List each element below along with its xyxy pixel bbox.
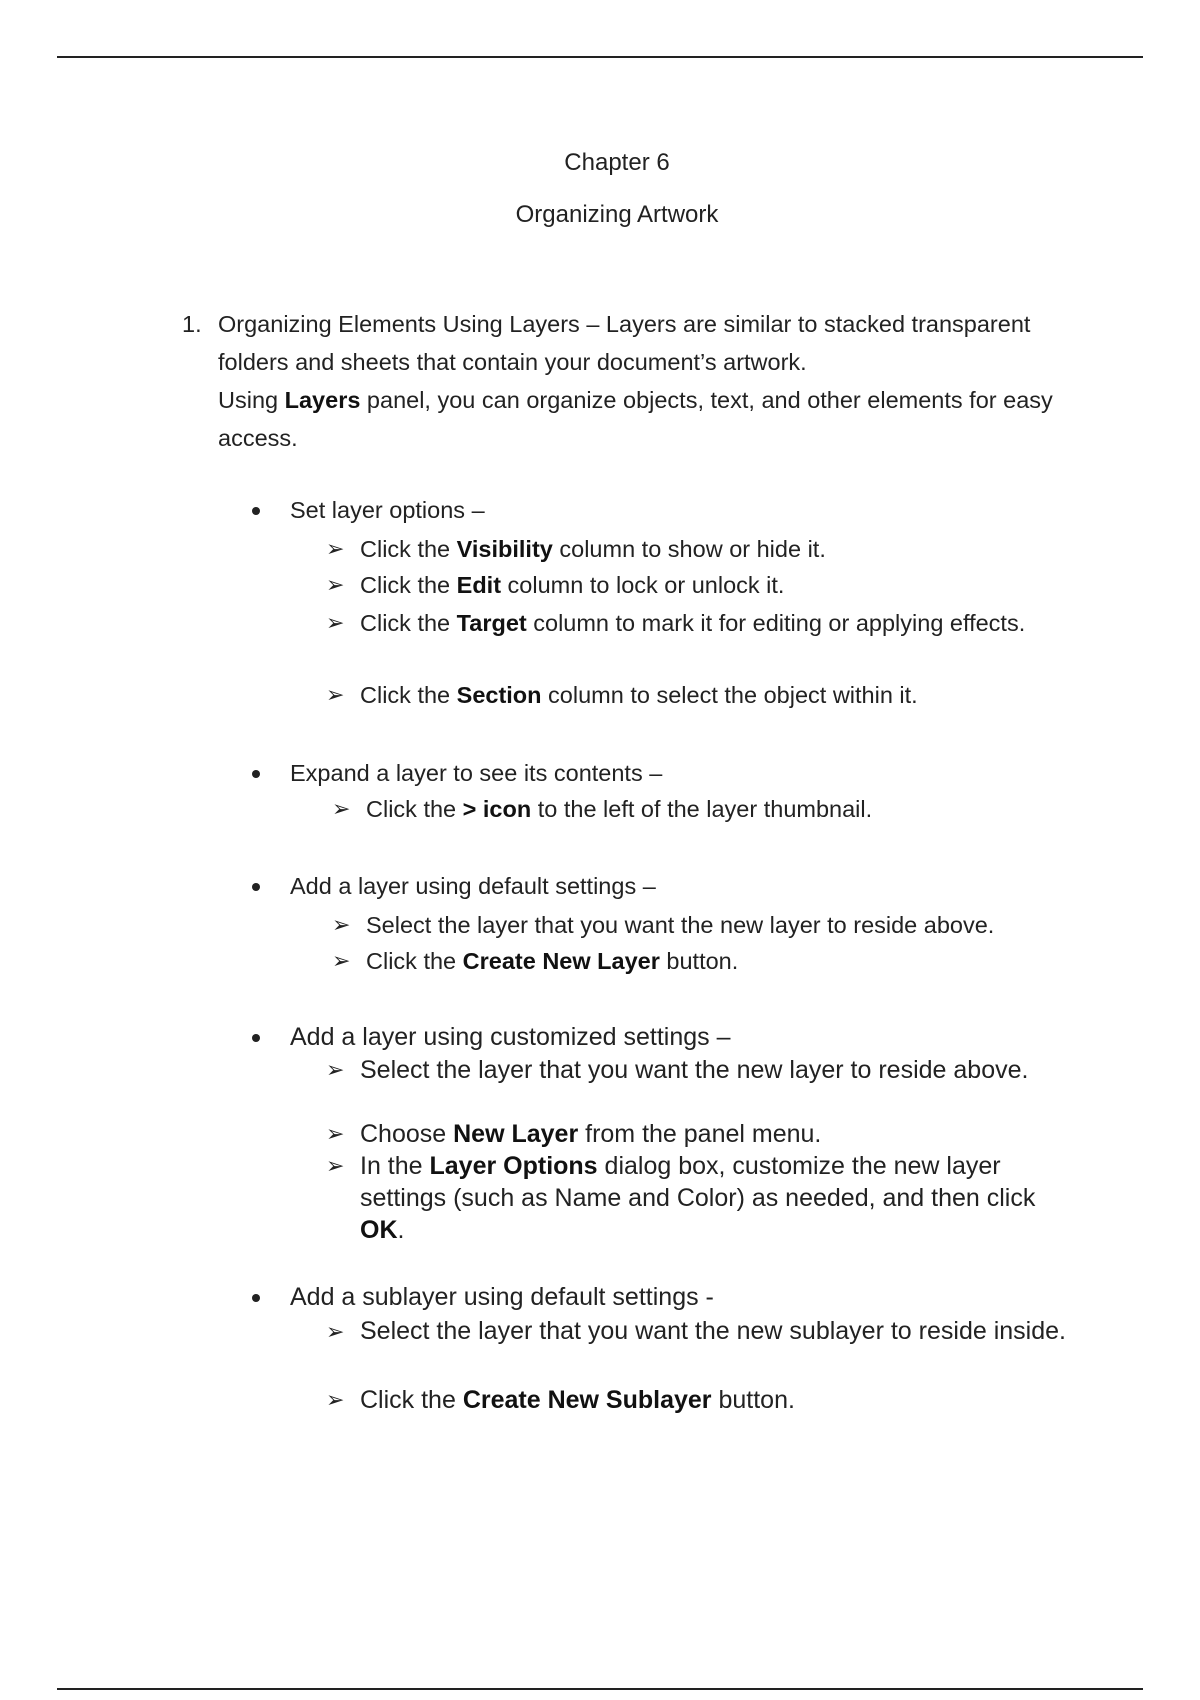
bullet-icon (252, 1034, 260, 1042)
footer-rule (57, 1688, 1143, 1690)
list-item: ➢ Click the Target column to mark it for editing or applying effects. (326, 606, 1046, 640)
list-item: ➢ Click the Edit column to lock or unlock it. (326, 568, 1046, 602)
list-item: ➢ Click the Create New Layer button. (332, 944, 1052, 978)
bullet-icon (252, 1294, 260, 1302)
arrow-bullet-icon: ➢ (332, 948, 351, 973)
arrow-bullet-icon: ➢ (326, 572, 345, 597)
arrow-bullet-icon: ➢ (332, 796, 351, 821)
chapter-title: Organizing Artwork (515, 201, 719, 228)
arrow-bullet-icon: ➢ (326, 536, 345, 561)
section-number: 1. (182, 311, 202, 337)
list-item: ➢ Click the Section column to select the object within it. (326, 678, 1046, 712)
section-intro: Organizing Elements Using Layers – Layers are similar to stacked transparent folders and sheets that contain your document’s artwork. Using Layers panel, you can organize objects, text, and other elements for easy access. (218, 311, 1053, 451)
list-item: ➢ Select the layer that you want the new layer to reside above. (332, 908, 1112, 942)
bullet-icon (252, 883, 260, 891)
list-item: ➢ In the Layer Options dialog box, customize the new layer settings (such as Name and Color) as needed, and then click OK. (326, 1152, 1036, 1244)
arrow-bullet-icon: ➢ (326, 610, 345, 635)
list-item: ➢ Select the layer that you want the new layer to reside above. (326, 1056, 1029, 1084)
list-item: ➢ Click the > icon to the left of the layer thumbnail. (332, 792, 1052, 826)
section-intro-text: Organizing Elements Using Layers – Layers are similar to stacked transparent folders and sheets that contain your document’s artwork. (218, 311, 1031, 375)
arrow-bullet-icon: ➢ (326, 682, 345, 707)
list-item: ➢ Click the Visibility column to show or hide it. (326, 532, 1046, 566)
list-item: ➢ Click the Create New Sublayer button. (326, 1386, 795, 1414)
arrow-bullet-icon: ➢ (326, 1121, 345, 1146)
layers-term: Layers (284, 387, 361, 413)
arrow-bullet-icon: ➢ (326, 1057, 345, 1082)
bullet-icon (252, 507, 260, 515)
ok-term: OK (360, 1216, 398, 1244)
header-rule (57, 56, 1143, 58)
list-item: ➢ Select the layer that you want the new sublayer to reside inside. (326, 1314, 1086, 1349)
list-item: ➢ Choose New Layer from the panel menu. (326, 1120, 822, 1148)
arrow-bullet-icon: ➢ (332, 912, 351, 937)
bullet-icon (252, 770, 260, 778)
arrow-bullet-icon: ➢ (326, 1387, 345, 1412)
section-1 (182, 305, 1102, 457)
arrow-bullet-icon: ➢ (326, 1319, 345, 1344)
chapter-number: Chapter 6 (564, 149, 670, 176)
arrow-bullet-icon: ➢ (326, 1153, 345, 1178)
